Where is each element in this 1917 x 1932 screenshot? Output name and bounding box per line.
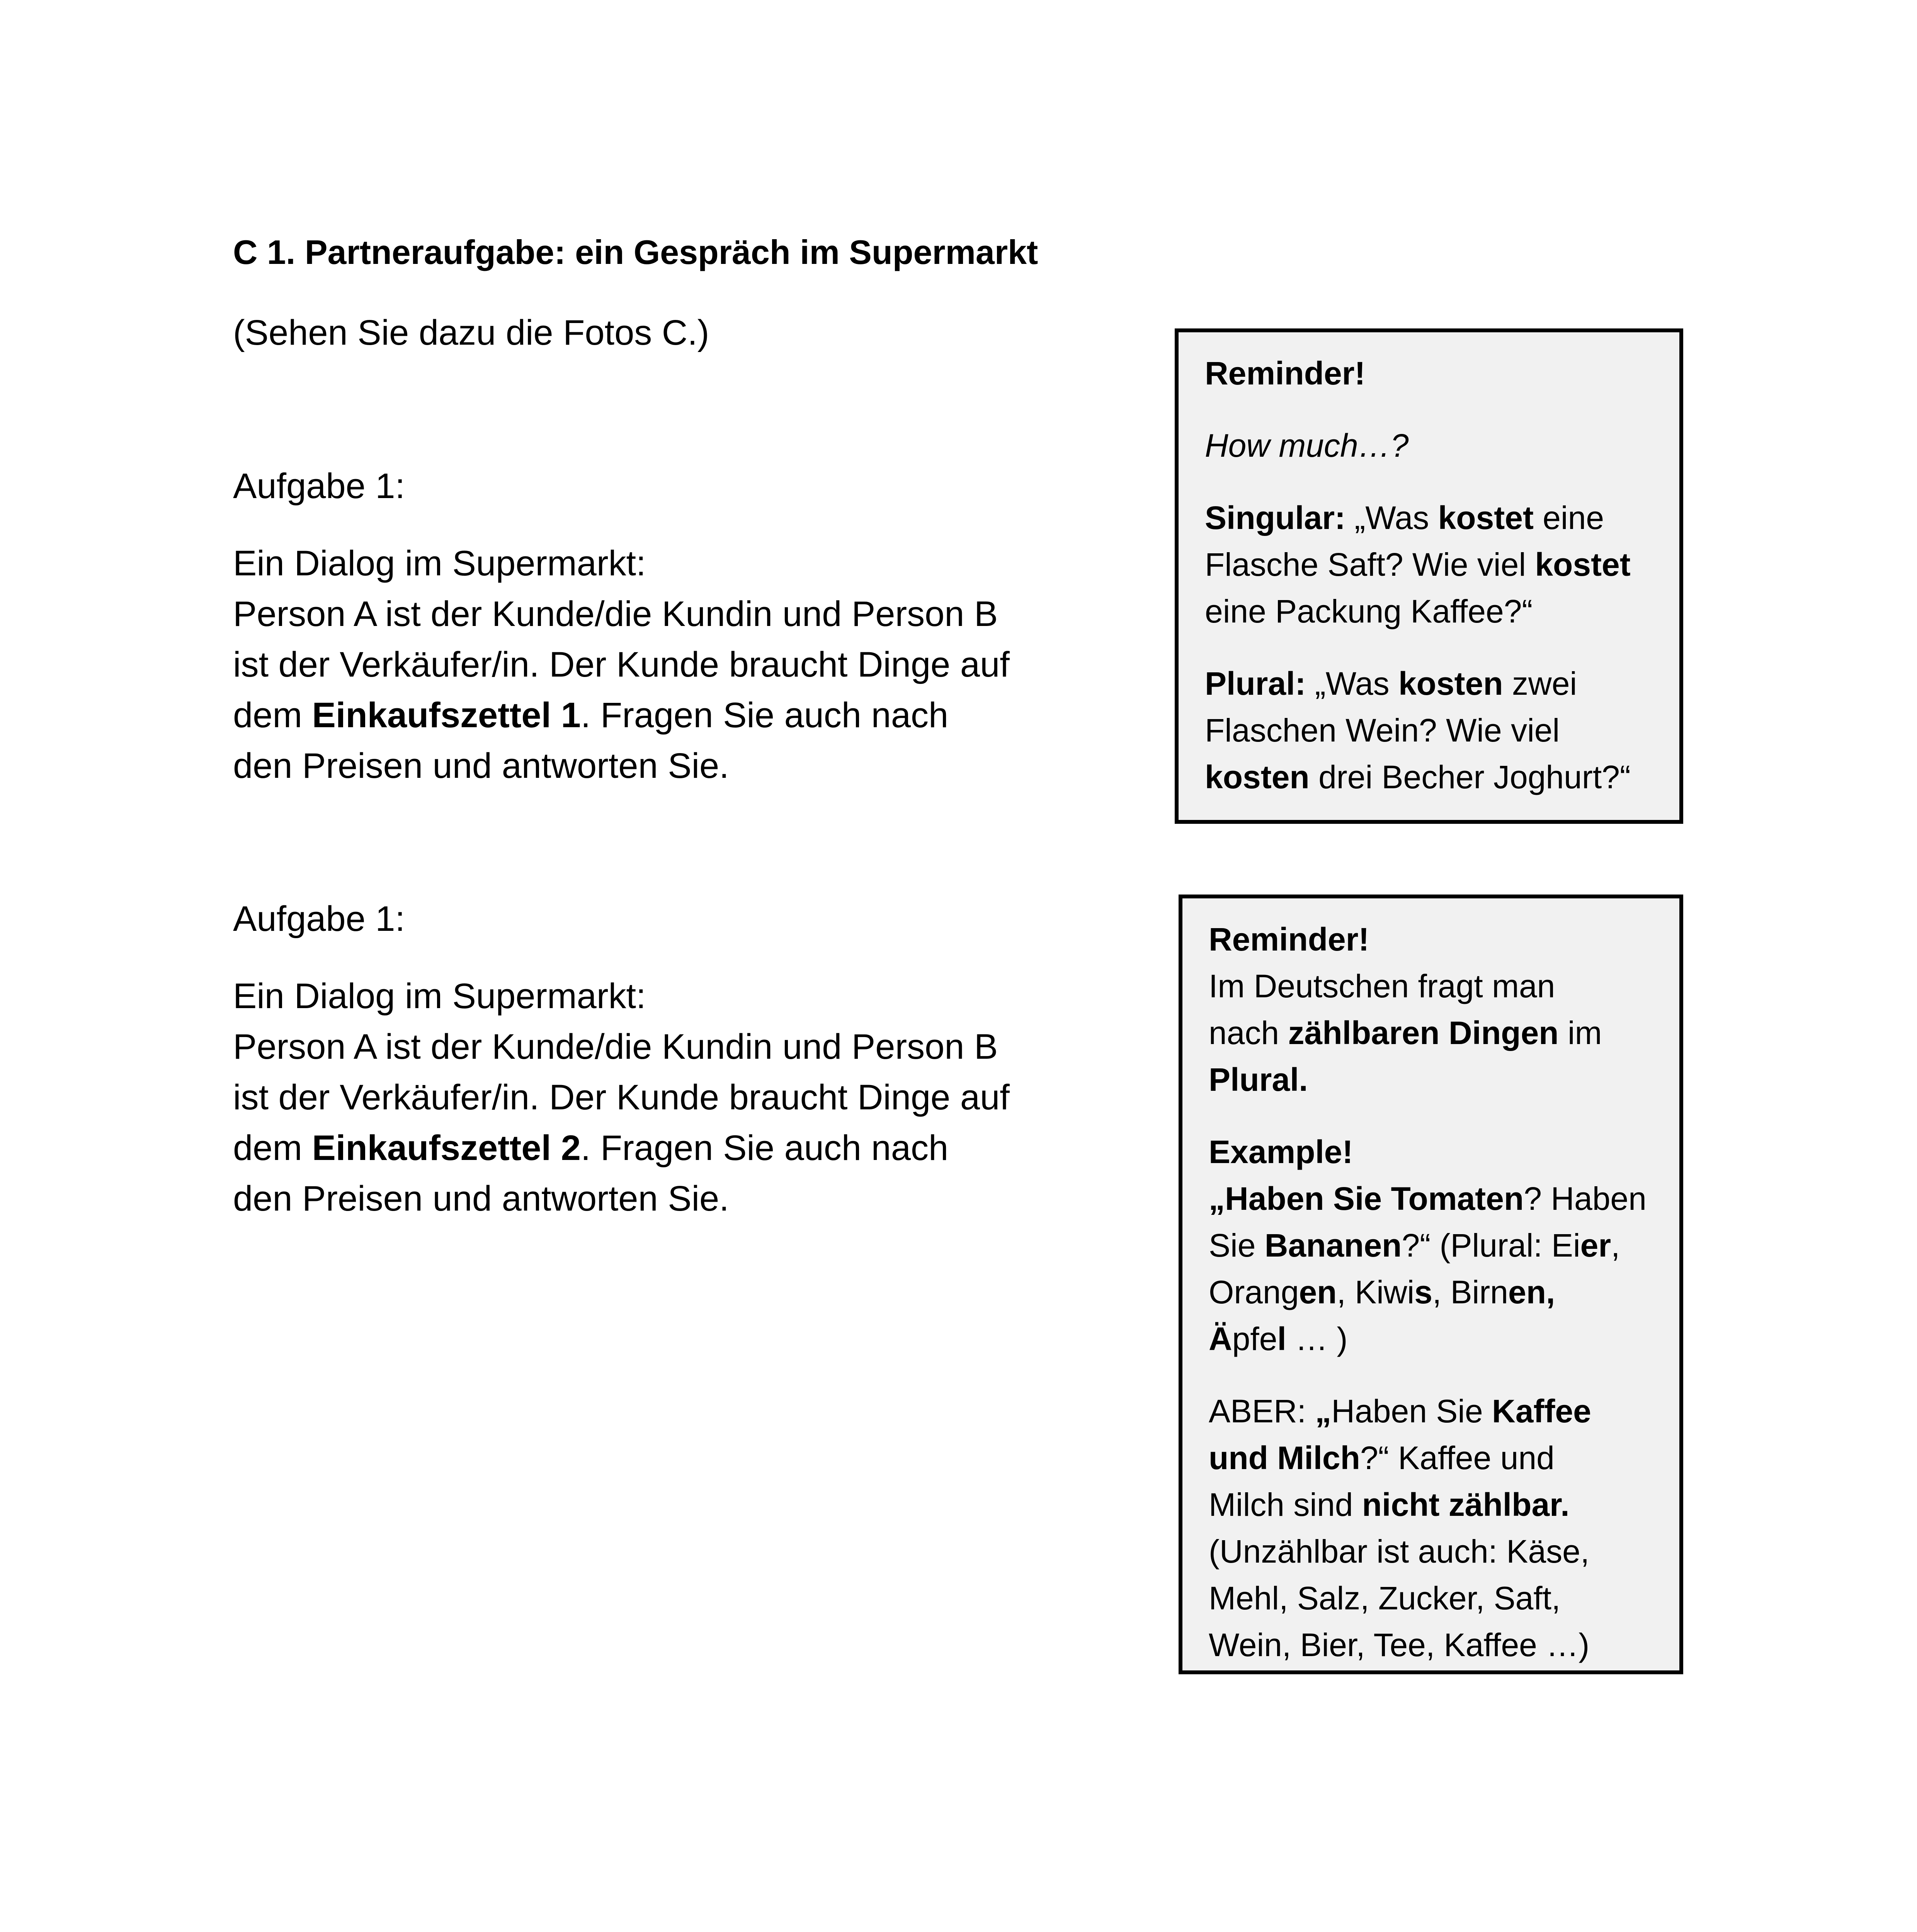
box2-aber-para [1209,1388,1679,1668]
task-1-line-1: Ein Dialog im Supermarkt: [233,544,646,583]
box1-subtitle: How much…? [1205,427,1409,464]
task-2-shopping-list-ref: Einkaufszettel 2 [312,1128,581,1168]
box2-example-line-1 [1209,1175,1679,1222]
task-2-description [233,971,1010,1224]
box1-singular-para [1205,495,1679,635]
box1-singular-line-3: eine Packung Kaffee?“ [1205,593,1533,629]
box2-ex-l2-d: er [1580,1227,1611,1264]
box2-title: Reminder! [1209,921,1369,957]
box1-plural-l1-a: „Was [1306,665,1398,702]
task-1-line-4-post: . Fragen Sie auch nach [580,696,949,735]
box1-plural-l1-c: zwei [1503,665,1577,702]
intro-text: (Sehen Sie dazu die Fotos C.) [233,313,709,352]
task-1-line-4-pre: dem [233,696,312,735]
box2-ex-l3-e: , Birn [1432,1274,1508,1310]
box2-ex-l4-b: pfe [1232,1321,1277,1357]
box2-ex-l2-b: Bananen [1264,1227,1402,1264]
box1-singular-l1-c: eine [1533,500,1604,536]
task-1-line-2: Person A ist der Kunde/die Kundin und Person B [233,594,998,634]
task-2-line-5: den Preisen und antworten Sie. [233,1179,729,1218]
box1-singular-l1-b: kostet [1438,500,1534,536]
box2-aber-line-2 [1209,1435,1679,1481]
box2-ex-l4-a: Ä [1209,1321,1232,1357]
box2-p1-l2-b: zählbaren Dingen [1288,1015,1559,1051]
task-2-line-2: Person A ist der Kunde/die Kundin und Person B [233,1027,998,1066]
box2-ex-l4-d: … ) [1286,1321,1348,1357]
task-1-line-4 [233,690,1010,741]
box2-aber-l2-a: und Milch [1209,1440,1360,1476]
box1-title-para [1205,350,1679,397]
box2-p1-line-1: Im Deutschen fragt man [1209,968,1555,1004]
box1-title: Reminder! [1205,355,1366,391]
task-1-line-3: ist der Verkäufer/in. Der Kunde braucht Dinge auf [233,645,1010,684]
task-2-line-1: Ein Dialog im Supermarkt: [233,976,646,1016]
task-1-title: Aufgabe 1: [233,466,405,506]
box2-p1-line-3: Plural. [1209,1061,1308,1098]
task-2-title: Aufgabe 1: [233,899,405,939]
box2-ex-l3-f: en, [1508,1274,1555,1310]
task-1-shopping-list-ref: Einkaufszettel 1 [312,696,581,735]
task-1-description [233,538,1010,791]
box1-plural-label: Plural: [1205,665,1306,702]
box1-plural-l1-b: kosten [1398,665,1503,702]
box2-p1-l2-c: im [1558,1015,1602,1051]
box2-aber-l3-a: Milch sind [1209,1486,1362,1523]
box2-example-title: Example! [1209,1134,1353,1170]
box2-aber-line-4: (Unzählbar ist auch: Käse, [1209,1533,1590,1570]
box1-plural-l3-b: drei Becher Joghurt?“ [1309,759,1631,795]
box2-ex-l2-a: Sie [1209,1227,1265,1264]
box2-aber-l1-c: Haben Sie [1331,1393,1492,1429]
box2-ex-l3-c: , Kiwi [1337,1274,1415,1310]
box2-ex-l1-c: ? Haben [1524,1180,1647,1217]
box1-plural-para [1205,660,1679,801]
task-2-line-3: ist der Verkäufer/in. Der Kunde braucht Dinge auf [233,1078,1010,1117]
box2-aber-line-1 [1209,1388,1679,1435]
task-2-line-4-pre: dem [233,1128,312,1168]
reminder-box-countable [1179,895,1683,1674]
box2-aber-l1-a: ABER: [1209,1393,1315,1429]
box2-p1-line-2 [1209,1010,1679,1056]
box2-p1-l2-a: nach [1209,1015,1288,1051]
box1-singular-l2-a: Flasche Saft? Wie viel [1205,546,1535,583]
task-1-line-5: den Preisen und antworten Sie. [233,746,729,786]
box2-ex-l3-a: Orang [1209,1274,1299,1310]
box2-aber-l2-b: ?“ Kaffee und [1360,1440,1555,1476]
box2-ex-l1-a: „Haben Sie [1209,1180,1391,1217]
box2-ex-l4-c: l [1277,1321,1286,1357]
task-2-line-4-post: . Fragen Sie auch nach [580,1128,949,1168]
box2-example-para [1209,1129,1679,1362]
box2-example-line-4 [1209,1316,1679,1362]
box1-singular-l1-a: „Was [1345,500,1438,536]
section-heading: C 1. Partneraufgabe: ein Gespräch im Supermarkt [233,233,1038,271]
box1-singular-l2-b: kostet [1535,546,1631,583]
box2-aber-line-6: Wein, Bier, Tee, Kaffee …) [1209,1627,1590,1663]
task-2-line-4 [233,1123,1010,1173]
reminder-box-how-much [1175,328,1683,824]
box2-intro-para [1209,916,1679,1103]
box1-plural-line-2: Flaschen Wein? Wie viel [1205,712,1560,748]
box1-singular-line-1 [1205,495,1679,541]
box2-example-line-3 [1209,1269,1679,1316]
box2-example-line-2 [1209,1222,1679,1269]
box1-plural-line-3 [1205,754,1679,801]
box1-plural-l3-a: kosten [1205,759,1310,795]
box1-singular-label: Singular: [1205,500,1346,536]
box2-ex-l2-c: ?“ (Plural: Ei [1402,1227,1580,1264]
box2-ex-l3-d: s [1414,1274,1432,1310]
box2-aber-l3-b: nicht zählbar. [1362,1486,1570,1523]
box2-aber-l1-d: Kaffee [1492,1393,1591,1429]
box2-aber-l1-b: „ [1315,1393,1332,1429]
box1-subtitle-para [1205,422,1679,469]
box2-aber-line-5: Mehl, Salz, Zucker, Saft, [1209,1580,1561,1616]
box2-ex-l3-b: en [1299,1274,1337,1310]
box2-ex-l1-b: Tomaten [1391,1180,1524,1217]
box2-ex-l2-e: , [1611,1227,1620,1264]
box2-aber-line-3 [1209,1481,1679,1528]
box1-plural-line-1 [1205,660,1679,707]
box1-singular-line-2 [1205,541,1679,588]
